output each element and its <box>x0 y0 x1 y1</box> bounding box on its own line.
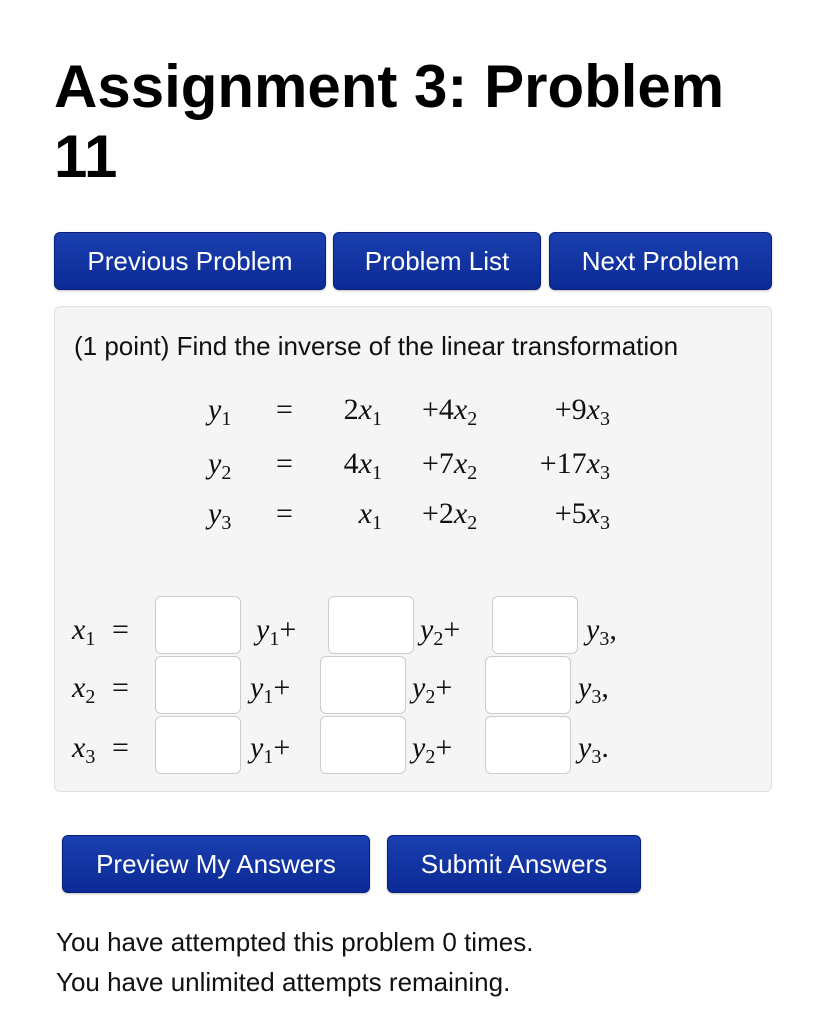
x3-coeff-y3-input[interactable] <box>485 716 571 774</box>
x2-coeff-y2-input[interactable] <box>320 656 406 714</box>
eq-term-x1: $2x_1$ <box>343 393 382 430</box>
x2-coeff-y3-input[interactable] <box>485 656 571 714</box>
answer-equals: = <box>112 613 129 646</box>
previous-problem-button[interactable]: Previous Problem <box>54 232 326 290</box>
next-problem-button[interactable]: Next Problem <box>549 232 772 290</box>
answer-y1-term: $y_1+$ <box>256 613 297 650</box>
answer-y3-term: $y_3$, <box>578 671 609 708</box>
x3-coeff-y1-input[interactable] <box>155 716 241 774</box>
answer-y2-term: $y_2+$ <box>412 671 453 708</box>
answer-y3-term: $y_3$. <box>578 731 609 768</box>
answer-y2-term: $y_2+$ <box>412 731 453 768</box>
eq-equals: = <box>276 447 293 480</box>
answer-y2-term: $y_2+$ <box>420 613 461 650</box>
eq-term-x3: $+9x_3$ <box>554 393 610 430</box>
eq-term-x2: $+4x_2$ <box>422 393 478 430</box>
x1-coeff-y2-input[interactable] <box>328 596 414 654</box>
answer-y1-term: $y_1+$ <box>250 671 291 708</box>
eq-term-x1: $x_1$ <box>358 497 382 534</box>
eq-equals: = <box>276 497 293 530</box>
x2-coeff-y1-input[interactable] <box>155 656 241 714</box>
x1-coeff-y1-input[interactable] <box>155 596 241 654</box>
problem-list-button[interactable]: Problem List <box>333 232 541 290</box>
submit-answers-button[interactable]: Submit Answers <box>387 835 641 893</box>
attempts-status: You have attempted this problem 0 times. <box>56 927 534 957</box>
eq-lhs: $y_3$ <box>208 497 232 534</box>
eq-lhs: $y_1$ <box>208 393 232 430</box>
preview-answers-button[interactable]: Preview My Answers <box>62 835 370 893</box>
x3-coeff-y2-input[interactable] <box>320 716 406 774</box>
eq-term-x2: $+7x_2$ <box>422 447 478 484</box>
eq-lhs: $y_2$ <box>208 447 232 484</box>
page-title: Assignment 3: Problem 11 <box>54 53 725 190</box>
answer-lhs: $x_2$ <box>72 671 96 708</box>
answer-lhs: $x_1$ <box>72 613 96 650</box>
eq-term-x2: $+2x_2$ <box>422 497 478 534</box>
answer-y3-term: $y_3$, <box>586 613 617 650</box>
problem-prompt: (1 point) Find the inverse of the linear transformation <box>74 331 679 361</box>
answer-lhs: $x_3$ <box>72 731 96 768</box>
answer-equals: = <box>112 671 129 704</box>
answer-y1-term: $y_1+$ <box>250 731 291 768</box>
remaining-status: You have unlimited attempts remaining. <box>56 967 511 997</box>
eq-term-x3: $+17x_3$ <box>539 447 610 484</box>
eq-term-x3: $+5x_3$ <box>554 497 610 534</box>
answer-equals: = <box>112 731 129 764</box>
eq-term-x1: $4x_1$ <box>343 447 382 484</box>
x1-coeff-y3-input[interactable] <box>492 596 578 654</box>
eq-equals: = <box>276 393 293 426</box>
